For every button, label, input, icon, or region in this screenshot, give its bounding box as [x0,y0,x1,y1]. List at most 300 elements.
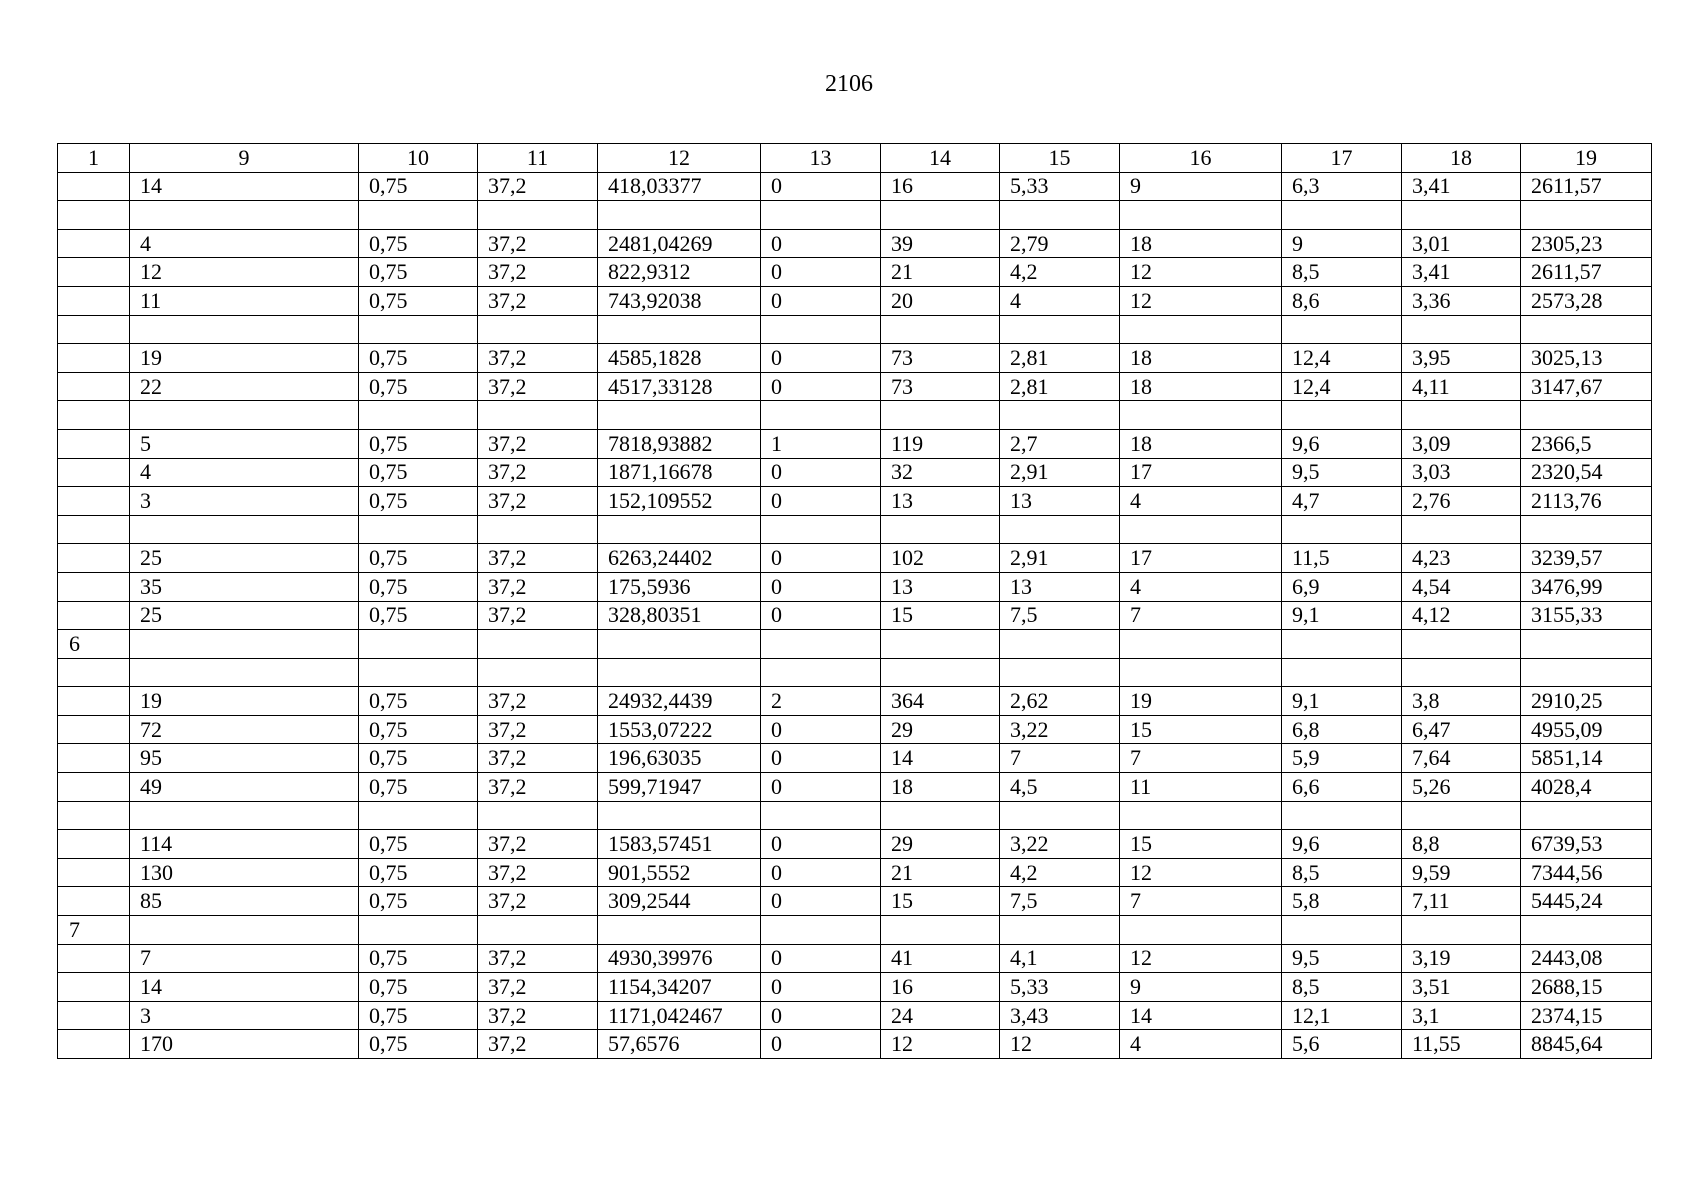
table-cell: 37,2 [478,858,598,887]
table-cell: 196,63035 [598,744,761,773]
table-cell: 18 [1120,344,1282,373]
table-cell: 39 [881,229,1000,258]
table-cell [58,572,130,601]
table-cell: 0 [761,544,881,573]
table-cell: 15 [1120,830,1282,859]
table-row [58,401,1652,430]
table-cell: 7,5 [1000,601,1120,630]
table-row [58,858,1652,887]
table-cell: 57,6576 [598,1030,761,1059]
table-cell: 14 [881,744,1000,773]
table-cell: 85 [130,887,359,916]
table-row [58,1030,1652,1059]
table-cell: 0,75 [359,229,478,258]
table-cell: 119 [881,429,1000,458]
column-header: 14 [881,144,1000,173]
table-cell: 3,95 [1402,344,1521,373]
table-cell: 309,2544 [598,887,761,916]
table-cell: 7 [130,944,359,973]
table-cell [58,715,130,744]
table-cell: 3,03 [1402,458,1521,487]
table-cell: 2611,57 [1521,172,1652,201]
table-cell: 19 [130,687,359,716]
table-cell: 0,75 [359,830,478,859]
table-cell [58,487,130,516]
table-cell [58,944,130,973]
table-cell: 7,5 [1000,887,1120,916]
table-cell [881,201,1000,230]
table-cell: 14 [130,973,359,1002]
table-cell: 12 [1120,944,1282,973]
table-cell: 364 [881,687,1000,716]
column-header: 12 [598,144,761,173]
table-cell: 15 [1120,715,1282,744]
table-cell [598,315,761,344]
column-header: 1 [58,144,130,173]
table-cell: 17 [1120,544,1282,573]
table-cell: 3025,13 [1521,344,1652,373]
table-cell [598,201,761,230]
table-cell [58,1030,130,1059]
table-cell: 0,75 [359,458,478,487]
table-cell [359,401,478,430]
table-cell: 3,01 [1402,229,1521,258]
table-cell: 1154,34207 [598,973,761,1002]
table-cell: 0,75 [359,1030,478,1059]
table-cell: 37,2 [478,229,598,258]
table-cell: 418,03377 [598,172,761,201]
column-header: 15 [1000,144,1120,173]
table-row [58,1001,1652,1030]
table-row [58,372,1652,401]
table-cell: 12,4 [1282,344,1402,373]
table-cell: 7,11 [1402,887,1521,916]
table-cell: 4,11 [1402,372,1521,401]
data-table [57,143,1652,1059]
table-cell: 13 [1000,487,1120,516]
table-cell: 37,2 [478,172,598,201]
table-cell: 3,43 [1000,1001,1120,1030]
table-cell [1282,315,1402,344]
table-row [58,830,1652,859]
table-cell: 15 [881,601,1000,630]
table-cell: 21 [881,258,1000,287]
table-cell [359,801,478,830]
table-cell [761,201,881,230]
table-cell: 16 [881,172,1000,201]
table-cell: 2,91 [1000,458,1120,487]
table-cell [58,1001,130,1030]
table-cell: 6,47 [1402,715,1521,744]
table-cell: 0,75 [359,372,478,401]
table-cell: 37,2 [478,544,598,573]
table-cell [1120,401,1282,430]
table-cell [359,315,478,344]
table-cell: 0 [761,887,881,916]
table-cell: 5,26 [1402,773,1521,802]
table-cell: 37,2 [478,487,598,516]
table-cell [58,744,130,773]
table-cell: 13 [881,487,1000,516]
table-cell: 3 [130,1001,359,1030]
table-row [58,801,1652,830]
table-cell: 2113,76 [1521,487,1652,516]
column-header: 10 [359,144,478,173]
table-cell: 37,2 [478,830,598,859]
table-cell: 4 [130,229,359,258]
table-cell: 0 [761,973,881,1002]
table-cell [1282,916,1402,945]
table-cell [58,401,130,430]
table-cell [1120,201,1282,230]
table-cell [359,630,478,659]
table-cell: 2910,25 [1521,687,1652,716]
table-cell: 152,109552 [598,487,761,516]
table-row [58,258,1652,287]
table-cell [478,315,598,344]
table-cell: 2573,28 [1521,286,1652,315]
table-cell [1402,515,1521,544]
table-row [58,172,1652,201]
table-cell: 4028,4 [1521,773,1652,802]
table-cell [598,401,761,430]
table-cell [881,515,1000,544]
table-cell: 12 [1120,258,1282,287]
header-row [58,144,1652,173]
table-cell [130,401,359,430]
table-cell: 9,6 [1282,429,1402,458]
table-cell: 37,2 [478,887,598,916]
table-cell [1120,315,1282,344]
table-cell: 4 [1120,487,1282,516]
table-cell: 114 [130,830,359,859]
table-cell [58,515,130,544]
table-cell [1402,658,1521,687]
table-cell [359,515,478,544]
table-row [58,601,1652,630]
table-cell: 37,2 [478,286,598,315]
table-cell: 2320,54 [1521,458,1652,487]
table-cell: 37,2 [478,1001,598,1030]
table-cell: 3,36 [1402,286,1521,315]
table-cell: 2,91 [1000,544,1120,573]
table-cell [58,344,130,373]
table-cell: 4,23 [1402,544,1521,573]
table-cell [58,544,130,573]
table-cell: 32 [881,458,1000,487]
table-cell: 41 [881,944,1000,973]
table-cell: 9,1 [1282,601,1402,630]
table-cell: 15 [881,887,1000,916]
table-cell: 0 [761,229,881,258]
table-cell: 2611,57 [1521,258,1652,287]
table-cell: 0 [761,258,881,287]
column-header: 17 [1282,144,1402,173]
table-cell: 3147,67 [1521,372,1652,401]
table-row [58,715,1652,744]
table-cell: 0,75 [359,429,478,458]
table-row [58,429,1652,458]
table-cell: 4585,1828 [598,344,761,373]
table-cell: 18 [881,773,1000,802]
table-cell: 4,1 [1000,944,1120,973]
table-cell: 37,2 [478,429,598,458]
table-cell: 2,62 [1000,687,1120,716]
table-cell [58,372,130,401]
table-cell [761,801,881,830]
table-cell: 11,55 [1402,1030,1521,1059]
table-cell [1000,201,1120,230]
table-cell: 0 [761,487,881,516]
table-cell [1120,801,1282,830]
table-cell [1521,916,1652,945]
table-cell [478,801,598,830]
table-cell: 37,2 [478,1030,598,1059]
table-cell: 5,6 [1282,1030,1402,1059]
table-cell: 13 [881,572,1000,601]
page-number: 2106 [825,71,873,97]
table-cell [58,429,130,458]
column-header: 13 [761,144,881,173]
table-cell: 7 [58,916,130,945]
table-cell: 1 [761,429,881,458]
table-cell: 12 [1000,1030,1120,1059]
table-cell [1402,201,1521,230]
table-cell [478,630,598,659]
table-cell: 24932,4439 [598,687,761,716]
table-cell: 12 [1120,858,1282,887]
table-cell: 0 [761,601,881,630]
table-cell: 49 [130,773,359,802]
table-cell: 9 [1120,973,1282,1002]
table-row [58,944,1652,973]
table-cell: 0,75 [359,544,478,573]
table-cell: 1871,16678 [598,458,761,487]
table-cell [881,401,1000,430]
table-cell: 4517,33128 [598,372,761,401]
table-cell: 4,12 [1402,601,1521,630]
table-cell [1402,315,1521,344]
table-cell: 9,1 [1282,687,1402,716]
column-header: 18 [1402,144,1521,173]
table-cell: 3,41 [1402,172,1521,201]
table-cell: 0,75 [359,572,478,601]
table-cell: 12 [881,1030,1000,1059]
table-cell [1402,916,1521,945]
table-cell: 7818,93882 [598,429,761,458]
table-row [58,515,1652,544]
table-cell: 2,76 [1402,487,1521,516]
table-cell [359,658,478,687]
table-cell: 29 [881,830,1000,859]
table-cell: 18 [1120,372,1282,401]
table-cell: 6,3 [1282,172,1402,201]
table-cell: 37,2 [478,744,598,773]
table-cell: 6 [58,630,130,659]
table-cell: 37,2 [478,372,598,401]
table-cell: 8845,64 [1521,1030,1652,1059]
table-cell [761,658,881,687]
table-cell: 12,1 [1282,1001,1402,1030]
table-cell [1282,658,1402,687]
table-cell: 9 [1282,229,1402,258]
table-cell: 0 [761,458,881,487]
table-cell: 37,2 [478,344,598,373]
table-cell: 6739,53 [1521,830,1652,859]
table-cell [1000,515,1120,544]
table-cell: 2443,08 [1521,944,1652,973]
table-cell: 0,75 [359,286,478,315]
table-cell: 2366,5 [1521,429,1652,458]
table-cell: 130 [130,858,359,887]
table-body [58,172,1652,1058]
table-cell: 25 [130,601,359,630]
table-cell [58,687,130,716]
table-cell: 13 [1000,572,1120,601]
table-row [58,487,1652,516]
table-cell [1120,916,1282,945]
table-cell [130,658,359,687]
table-cell [881,916,1000,945]
table-cell: 1171,042467 [598,1001,761,1030]
table-cell: 6,8 [1282,715,1402,744]
table-cell: 170 [130,1030,359,1059]
table-cell: 5851,14 [1521,744,1652,773]
table-cell: 37,2 [478,773,598,802]
table-cell: 3,41 [1402,258,1521,287]
table-cell [1120,658,1282,687]
table-row [58,544,1652,573]
table-cell [761,916,881,945]
table-cell [1521,515,1652,544]
table-cell: 743,92038 [598,286,761,315]
table-cell [1402,801,1521,830]
table-cell: 5445,24 [1521,887,1652,916]
table-cell [130,630,359,659]
table-cell: 7 [1120,601,1282,630]
table-cell [58,286,130,315]
table-cell: 37,2 [478,572,598,601]
table-cell [1521,658,1652,687]
table-cell: 11 [130,286,359,315]
table-row [58,286,1652,315]
table-cell: 7344,56 [1521,858,1652,887]
table-cell: 0 [761,1030,881,1059]
table-cell: 599,71947 [598,773,761,802]
table-cell [58,258,130,287]
table-cell: 2 [761,687,881,716]
table-cell: 18 [1120,229,1282,258]
table-cell [1282,515,1402,544]
table-cell [761,515,881,544]
table-cell: 0,75 [359,172,478,201]
table-row [58,773,1652,802]
table-cell: 0,75 [359,687,478,716]
table-row [58,572,1652,601]
table-cell: 8,5 [1282,858,1402,887]
table-cell: 9,5 [1282,944,1402,973]
table-cell [881,630,1000,659]
table-cell: 4,2 [1000,258,1120,287]
table-cell: 22 [130,372,359,401]
table-cell: 0,75 [359,1001,478,1030]
table-cell: 6,9 [1282,572,1402,601]
table-cell: 0 [761,572,881,601]
table-cell: 6263,24402 [598,544,761,573]
table-row [58,887,1652,916]
table-row [58,458,1652,487]
table-cell [761,401,881,430]
table-cell [1402,401,1521,430]
table-cell [478,401,598,430]
table-cell: 5,33 [1000,172,1120,201]
table-cell: 0 [761,773,881,802]
table-cell: 102 [881,544,1000,573]
table-cell [130,515,359,544]
table-cell: 0,75 [359,858,478,887]
table-cell [58,229,130,258]
table-cell [130,315,359,344]
table-cell [1521,201,1652,230]
table-cell [598,801,761,830]
table-cell: 11 [1120,773,1282,802]
table-cell: 0 [761,344,881,373]
table-cell: 3 [130,487,359,516]
table-row [58,344,1652,373]
table-cell: 7 [1120,887,1282,916]
table-cell: 3,19 [1402,944,1521,973]
table-cell: 37,2 [478,458,598,487]
table-cell [761,315,881,344]
table-header [58,144,1652,173]
table-cell [1000,315,1120,344]
table-cell [1521,315,1652,344]
table-cell [58,830,130,859]
table-cell [58,887,130,916]
table-cell: 4 [130,458,359,487]
table-cell: 3,22 [1000,830,1120,859]
table-cell: 0,75 [359,258,478,287]
table-cell [1282,801,1402,830]
table-cell: 2305,23 [1521,229,1652,258]
table-cell: 14 [1120,1001,1282,1030]
table-cell [1120,515,1282,544]
table-row [58,658,1652,687]
table-cell [130,201,359,230]
column-header: 19 [1521,144,1652,173]
table-cell: 0,75 [359,487,478,516]
table-cell: 328,80351 [598,601,761,630]
table-cell: 9 [1120,172,1282,201]
table-cell [598,630,761,659]
table-cell: 37,2 [478,601,598,630]
table-cell [1521,630,1652,659]
table-cell [359,201,478,230]
table-cell: 3,1 [1402,1001,1521,1030]
table-cell: 2481,04269 [598,229,761,258]
table-cell [1000,658,1120,687]
table-cell: 20 [881,286,1000,315]
table-cell: 0 [761,830,881,859]
table-cell: 0,75 [359,944,478,973]
table-cell: 6,6 [1282,773,1402,802]
table-cell [1521,801,1652,830]
table-cell [881,801,1000,830]
table-cell: 17 [1120,458,1282,487]
table-cell: 12,4 [1282,372,1402,401]
table-cell: 21 [881,858,1000,887]
table-cell [58,601,130,630]
